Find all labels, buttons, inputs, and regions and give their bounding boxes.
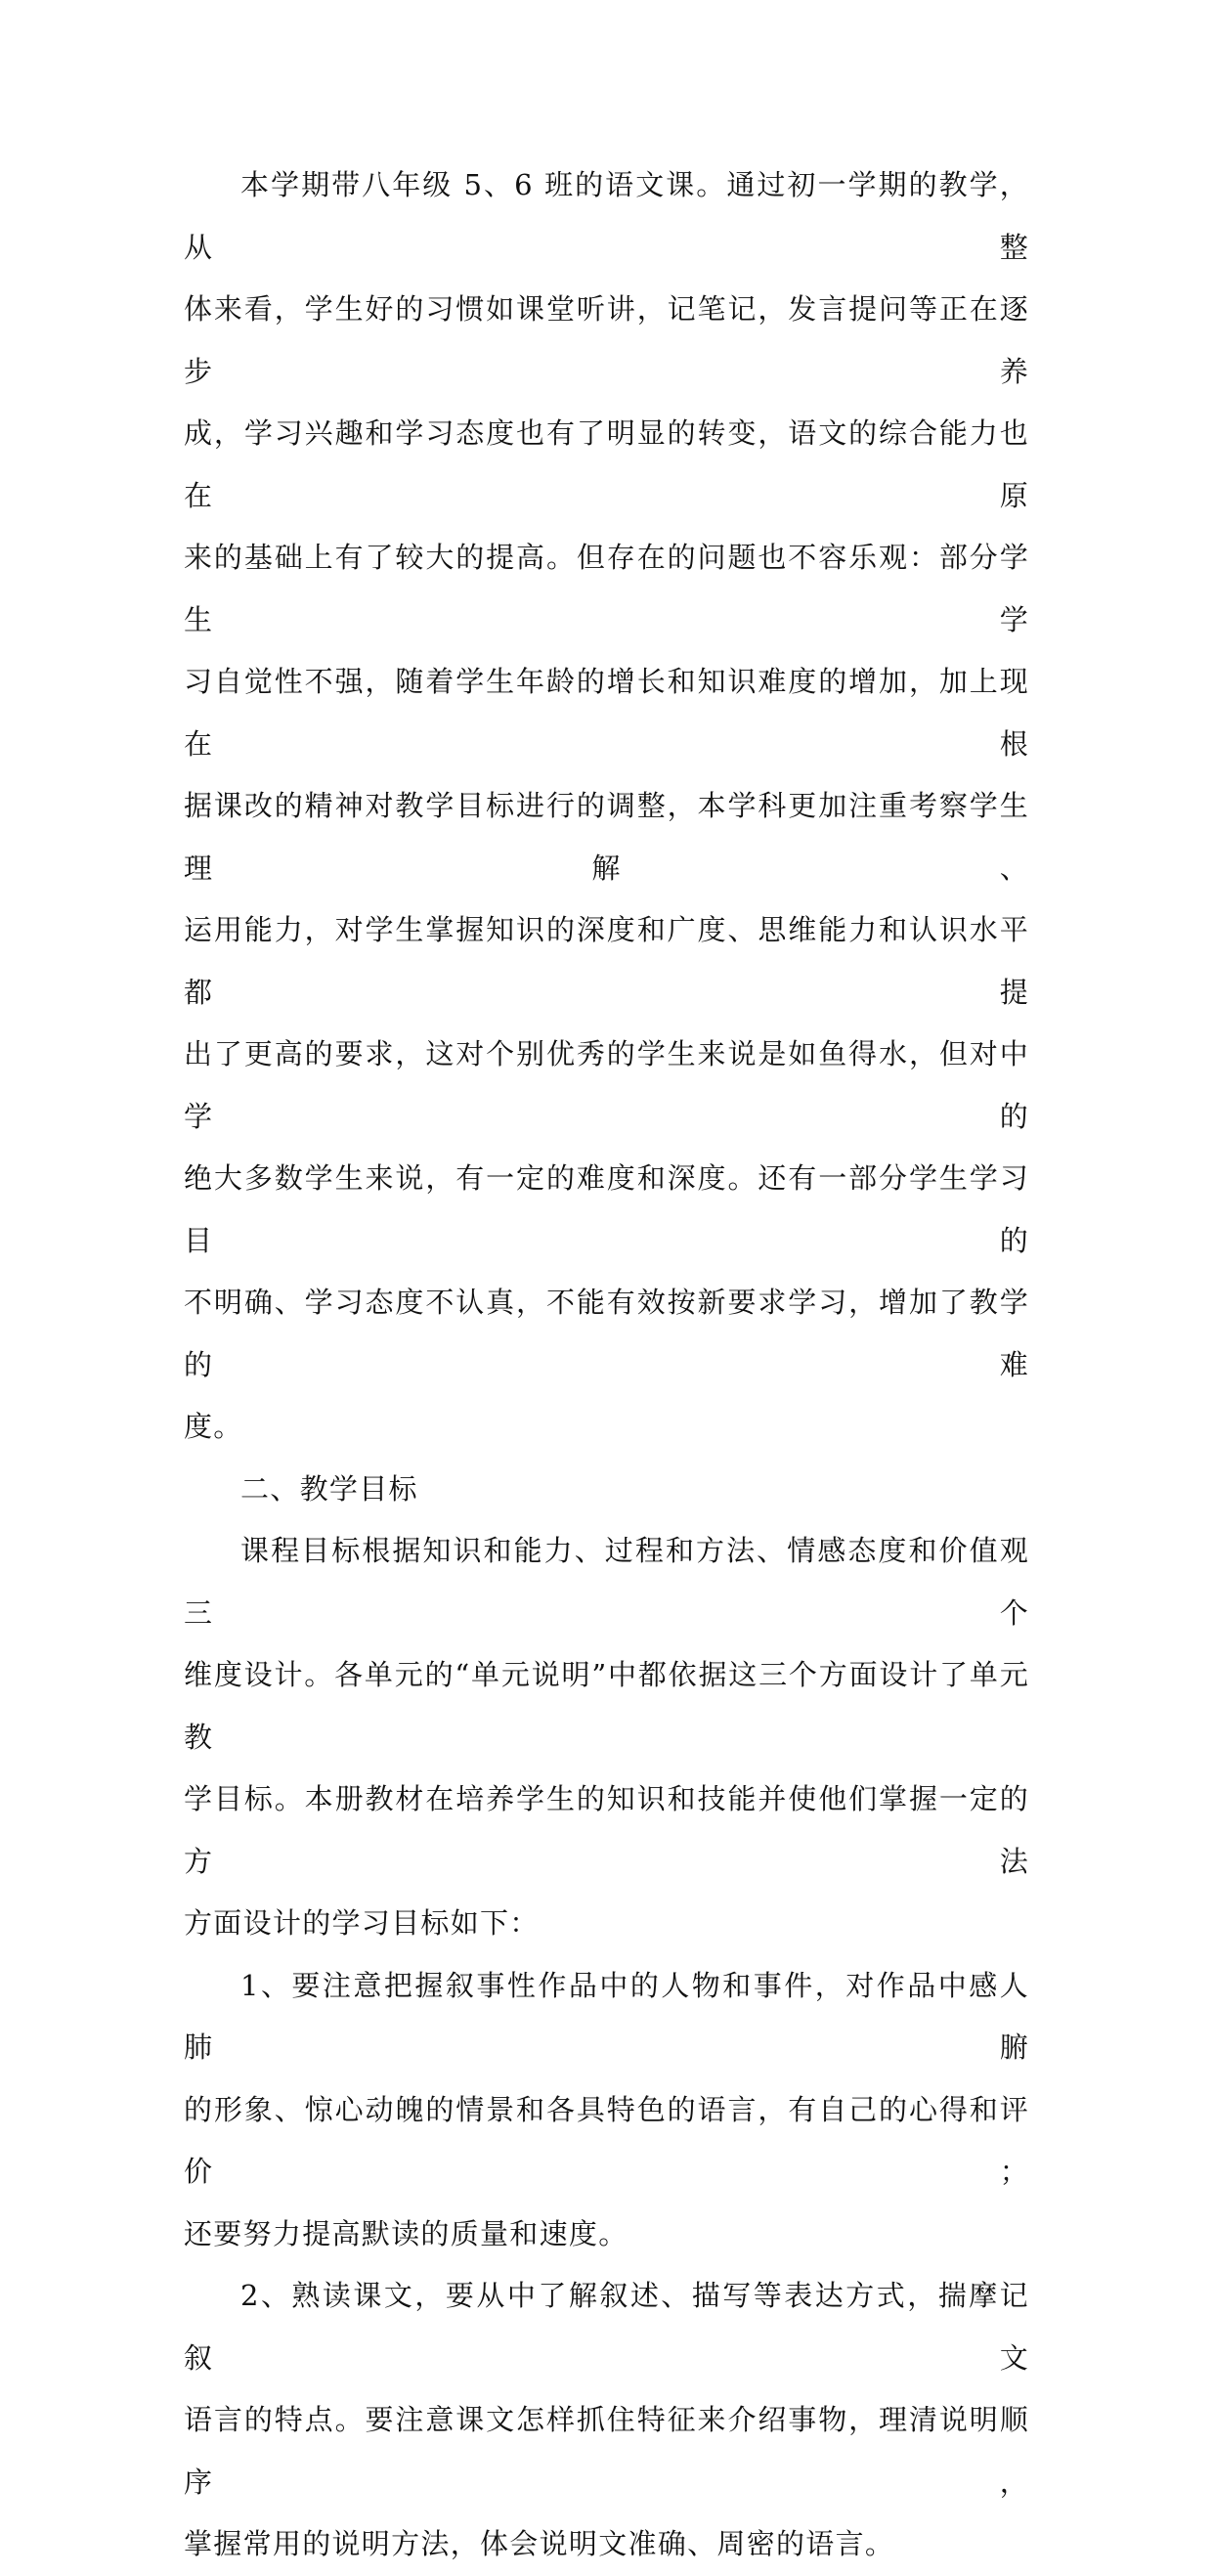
text-line: 2、熟读课文，要从中了解叙述、描写等表达方式，揣摩记叙文 <box>184 2279 1029 2375</box>
text-line: 本学期带八年级 5、6 班的语文课。通过初一学期的教学，从整 <box>184 168 1029 264</box>
paragraph-intro <box>184 154 1029 1459</box>
text-line: 课程目标根据知识和能力、过程和方法、情感态度和价值观三个 <box>184 1534 1029 1630</box>
text-line: 二、教学目标 <box>240 1471 418 1506</box>
text-line: 语言的特点。要注意课文怎样抓住特征来介绍事物，理清说明顺序， <box>184 2403 1029 2499</box>
text-line: 1、要注意把握叙事性作品中的人物和事件，对作品中感人肺腑 <box>184 1968 1029 2064</box>
text-line: 度。 <box>184 1410 243 1443</box>
text-line: 还要努力提高默读的质量和速度。 <box>184 2216 628 2250</box>
text-line: 维度设计。各单元的“单元说明”中都依据这三个方面设计了单元教 <box>184 1658 1029 1754</box>
text-line: 来的基础上有了较大的提高。但存在的问题也不容乐观：部分学生学 <box>184 541 1029 636</box>
text-line: 出了更高的要求，这对个别优秀的学生来说是如鱼得水，但对中学的 <box>184 1037 1029 1133</box>
document-body <box>184 154 1029 2576</box>
text-line: 不明确、学习态度不认真，不能有效按新要求学习，增加了教学的难 <box>184 1286 1029 1381</box>
text-line: 方面设计的学习目标如下： <box>184 1906 540 1940</box>
text-line: 据课改的精神对教学目标进行的调整，本学科更加注重考察学生理解、 <box>184 789 1029 885</box>
text-line: 学目标。本册教材在培养学生的知识和技能并使他们掌握一定的方法 <box>184 1782 1029 1878</box>
text-line: 掌握常用的说明方法，体会说明文准确、周密的语言。 <box>184 2527 895 2560</box>
paragraph-goals-intro <box>184 1520 1029 1955</box>
text-line: 的形象、惊心动魄的情景和各具特色的语言，有自己的心得和评价； <box>184 2092 1029 2188</box>
text-line: 运用能力，对学生掌握知识的深度和广度、思维能力和认识水平都提 <box>184 913 1029 1009</box>
text-line: 绝大多数学生来说，有一定的难度和深度。还有一部分学生学习目的 <box>184 1161 1029 1257</box>
text-line: 体来看，学生好的习惯如课堂听讲，记笔记，发言提问等正在逐步养 <box>184 292 1029 388</box>
text-line: 成，学习兴趣和学习态度也有了明显的转变，语文的综合能力也在原 <box>184 416 1029 512</box>
paragraph-goal-2 <box>184 2265 1029 2576</box>
paragraph-goal-1 <box>184 1955 1029 2266</box>
paragraph-heading-2 <box>184 1459 1029 1521</box>
text-line: 习自觉性不强，随着学生年龄的增长和知识难度的增加，加上现在根 <box>184 665 1029 761</box>
